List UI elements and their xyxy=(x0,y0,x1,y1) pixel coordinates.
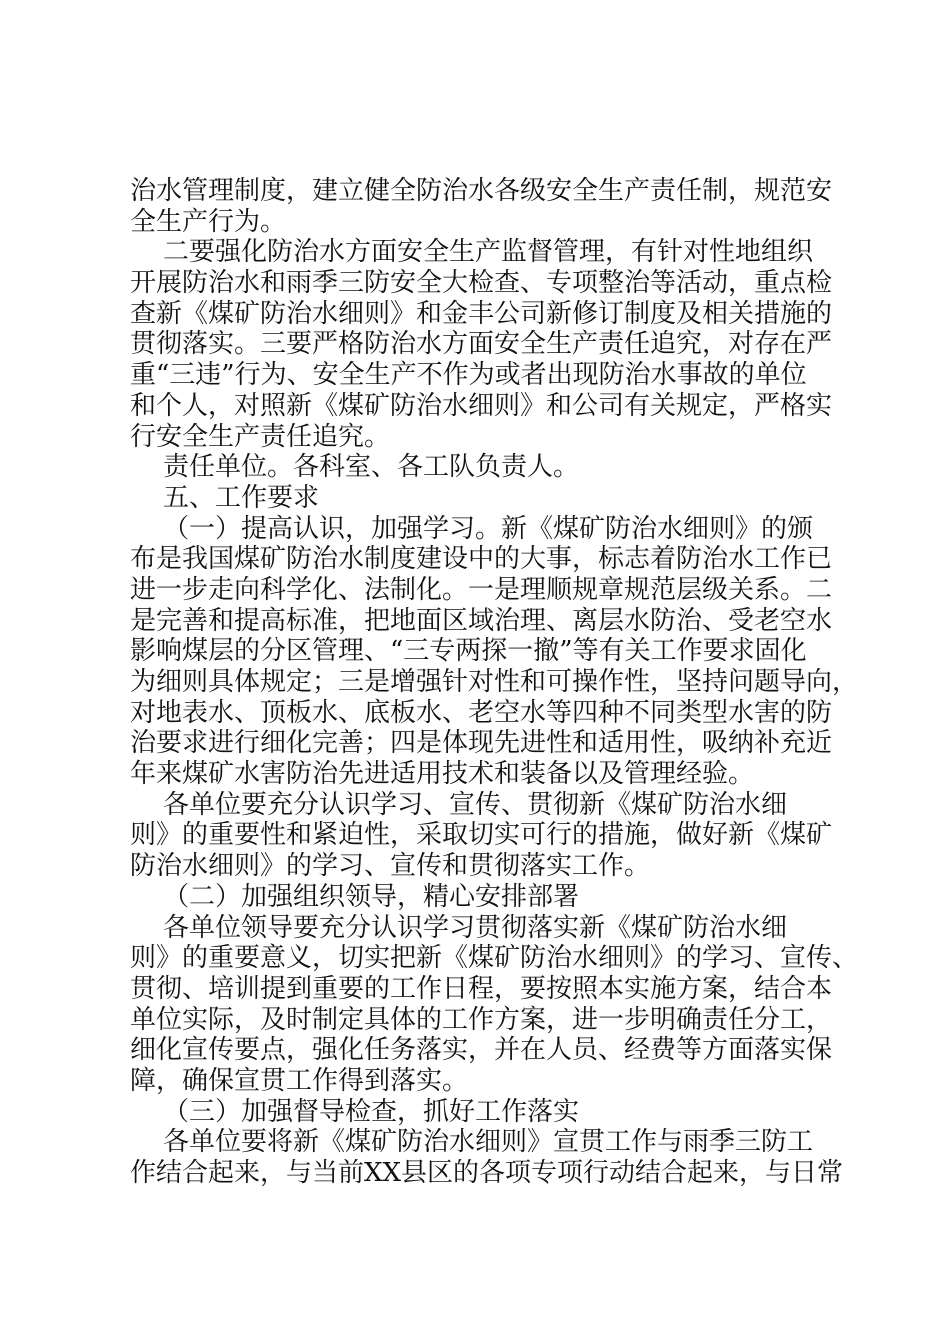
text-line: 年来煤矿水害防治先进适用技术和装备以及管理经验。 xyxy=(130,759,755,789)
text-line: 影响煤层的分区管理、“三专两探一撤”等有关工作要求固化 xyxy=(130,636,807,666)
text-line: 责任单位。各科室、各工队负责人。 xyxy=(130,452,580,482)
text-line: 各单位领导要充分认识学习贯彻落实新《煤矿防治水细 xyxy=(130,913,788,943)
text-line: 各单位要将新《煤矿防治水细则》宣贯工作与雨季三防工 xyxy=(130,1127,814,1157)
text-line: 贯彻、培训提到重要的工作日程，要按照本实施方案，结合本 xyxy=(130,974,833,1004)
text-line: 开展防治水和雨季三防安全大检查、专项整治等活动，重点检 xyxy=(130,268,833,298)
text-line: 是完善和提高标准，把地面区域治理、离层水防治、受老空水 xyxy=(130,606,833,636)
text-line: 行安全生产责任追究。 xyxy=(130,422,391,452)
text-line: 和个人，对照新《煤矿防治水细则》和公司有关规定，严格实 xyxy=(130,391,833,421)
text-line: 二要强化防治水方面安全生产监督管理，有针对性地组织 xyxy=(130,237,814,267)
subsection-heading: （三）加强督导检查，抓好工作落实 xyxy=(130,1097,580,1127)
text-line: 则》的重要意义，切实把新《煤矿防治水细则》的学习、宣传、 xyxy=(130,943,859,973)
text-line: 治要求进行细化完善；四是体现先进性和适用性，吸纳补充近 xyxy=(130,728,833,758)
text-line: 进一步走向科学化、法制化。一是理顺规章规范层级关系。二 xyxy=(130,575,833,605)
text-line: （一）提高认识，加强学习。新《煤矿防治水细则》的颁 xyxy=(130,514,814,544)
text-line: 各单位要充分认识学习、宣传、贯彻新《煤矿防治水细 xyxy=(130,790,788,820)
text-line: 对地表水、顶板水、底板水、老空水等四种不同类型水害的防 xyxy=(130,698,833,728)
text-line: 防治水细则》的学习、宣传和贯彻落实工作。 xyxy=(130,851,651,881)
text-line: 重“三违”行为、安全生产不作为或者出现防治水事故的单位 xyxy=(130,360,807,390)
text-line: 则》的重要性和紧迫性，采取切实可行的措施，做好新《煤矿 xyxy=(130,820,833,850)
section-heading: 五、工作要求 xyxy=(130,483,320,513)
text-line: 障，确保宣贯工作得到落实。 xyxy=(130,1066,469,1096)
text-line: 治水管理制度，建立健全防治水各级安全生产责任制，规范安 xyxy=(130,176,833,206)
text-line: 全生产行为。 xyxy=(130,207,287,237)
text-line: 贯彻落实。三要严格防治水方面安全生产责任追究，对存在严 xyxy=(130,329,833,359)
text-line: 查新《煤矿防治水细则》和金丰公司新修订制度及相关措施的 xyxy=(130,299,833,329)
subsection-heading: （二）加强组织领导，精心安排部署 xyxy=(130,882,580,912)
text-line: 为细则具体规定；三是增强针对性和可操作性，坚持问题导向， xyxy=(130,667,859,697)
text-line: 单位实际，及时制定具体的工作方案，进一步明确责任分工， xyxy=(130,1005,833,1035)
text-line: 细化宣传要点，强化任务落实，并在人员、经费等方面落实保 xyxy=(130,1035,833,1065)
text-line: 作结合起来，与当前XX县区的各项专项行动结合起来，与日常 xyxy=(130,1158,844,1188)
text-line: 布是我国煤矿防治水制度建设中的大事，标志着防治水工作已 xyxy=(130,544,833,574)
